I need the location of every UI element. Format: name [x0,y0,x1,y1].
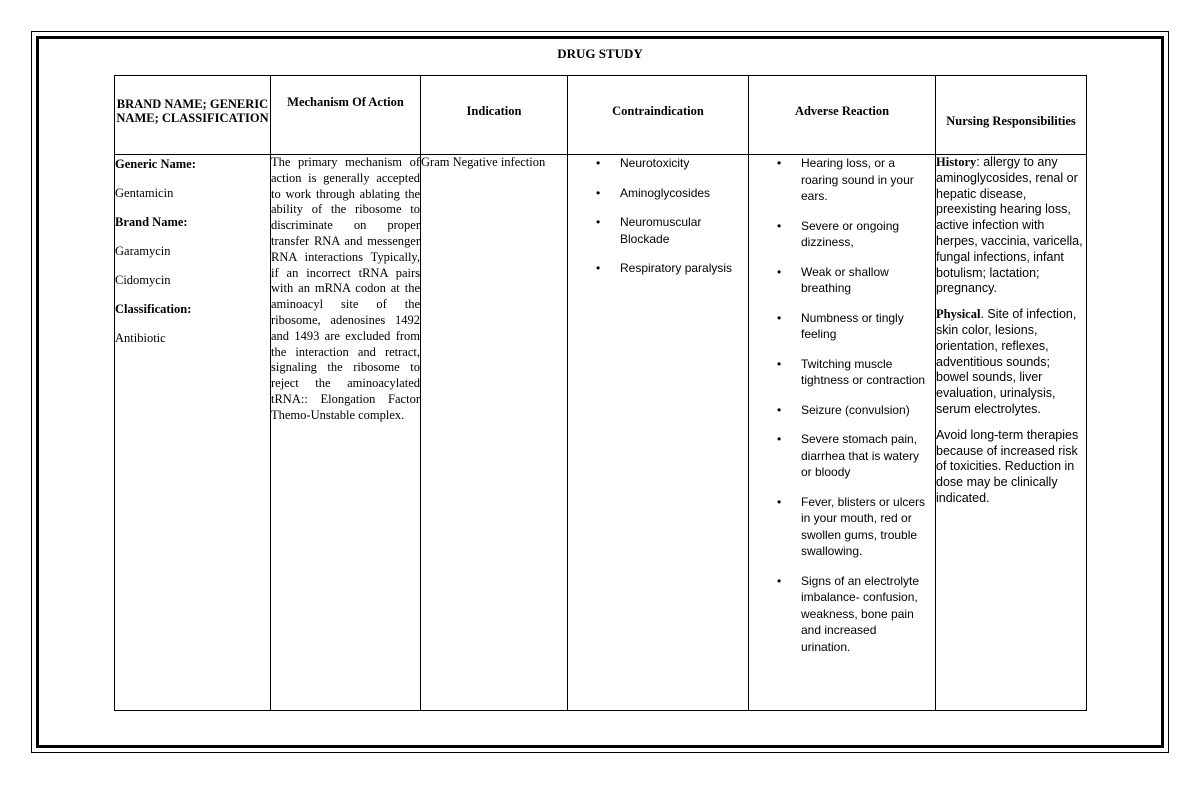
adverse-reaction-item [749,310,935,343]
adverse-reaction-list [749,155,935,655]
drug-row [115,155,1087,711]
avoid-paragraph: Avoid long-term therapies because of increased risk of toxicities. Reduction in dose may be clinically indicated. [936,427,1079,505]
document-title: DRUG STUDY [557,46,643,61]
adverse-reaction-item [749,402,935,419]
bullet-icon: • [596,156,601,170]
adverse-reaction-item [749,155,935,205]
contraindication-item-text: Respiratory paralysis [620,261,733,275]
header-adverse-reaction: Adverse Reaction [749,76,936,155]
bullet-icon: • [596,185,601,200]
adverse-reaction-item-text: Numbness or tingly feeling [801,310,904,341]
generic-name-value: Gentamicin [115,186,174,200]
physical-paragraph [936,307,1086,418]
header-nursing-responsibilities: Nursing Responsibilities [936,76,1087,155]
physical-label: Physical [936,307,981,322]
adverse-reaction-item-text: Hearing loss, or a roaring sound in your ears. [801,156,914,203]
history-paragraph [936,155,1086,297]
header-contraindication: Contraindication [568,76,749,155]
header-row [115,76,1087,155]
physical-text: . Site of infection, skin color, lesions, orientation, reflexes, adventitious sounds; bowel sounds, liver evaluation, urinalysis, serum electrolytes. [936,307,1077,416]
header-mechanism: Mechanism Of Action [271,76,421,155]
contraindication-item [568,214,748,247]
adverse-reaction-item-text: Severe stomach pain, diarrhea that is watery or bloody [801,432,920,479]
header-indication: Indication [421,76,568,155]
bullet-icon: • [777,402,782,417]
classification-label: Classification: [115,302,192,316]
bullet-icon: • [777,573,782,588]
indication-cell: Gram Negative infection [421,155,568,711]
contraindication-item-text: Aminoglycosides [620,185,711,200]
adverse-reaction-item [749,356,935,389]
bullet-icon: • [596,261,601,275]
history-text: : allergy to any aminoglycosides, renal or hepatic disease, preexisting hearing loss, active infection with herpes, vaccinia, varicella, fungal infections, infant botulism; lactation; pregnancy. [936,155,1083,296]
brand-name-value: Cidomycin [115,273,171,287]
bullet-icon: • [777,356,782,371]
adverse-reaction-item-text: Fever, blisters or ulcers in your mouth, red or swollen gums, trouble swallowing. [801,494,926,558]
contraindication-list [568,155,748,277]
contraindication-item-text: Neurotoxicity [620,156,690,170]
bullet-icon: • [596,215,601,229]
drug-names-cell [115,155,271,711]
drug-study-table [114,75,1087,711]
adverse-reaction-item-text: Severe or ongoing dizziness, [801,218,900,249]
contraindication-item [568,185,748,202]
bullet-icon: • [777,156,782,170]
nursing-responsibilities-cell [936,155,1087,711]
contraindication-item-text: Neuromuscular Blockade [620,215,702,246]
bullet-icon: • [777,432,782,446]
brand-name-value: Garamycin [115,244,171,258]
adverse-reaction-item-text: Weak or shallow breathing [801,264,889,295]
brand-name-label: Brand Name: [115,215,188,229]
header-brand: BRAND NAME; GENERIC NAME; CLASSIFICATION [115,76,271,155]
contraindication-item [568,260,748,277]
contraindication-cell [568,155,749,711]
adverse-reaction-item [749,573,935,656]
bullet-icon: • [777,264,782,279]
adverse-reaction-item [749,218,935,251]
contraindication-item [568,155,748,172]
adverse-reaction-item-text: Signs of an electrolyte imbalance- confusion, weakness, bone pain and increased urination. [801,573,920,654]
bullet-icon: • [777,494,782,509]
adverse-reaction-item [749,431,935,481]
history-label: History [936,155,977,169]
adverse-reaction-cell [749,155,936,711]
bullet-icon: • [777,218,782,233]
adverse-reaction-item-text: Seizure (convulsion) [801,402,910,417]
adverse-reaction-item [749,494,935,560]
classification-value: Antibiotic [115,331,166,345]
adverse-reaction-item [749,264,935,297]
generic-name-label: Generic Name: [115,157,196,171]
adverse-reaction-item-text: Twitching muscle tightness or contraction [801,356,926,387]
bullet-icon: • [777,310,782,325]
mechanism-of-action-cell: The primary mechanism of action is generally accepted to work through ablating the ability of the ribosome to discriminate on proper transfer RNA and messenger RNA interactions Typically, if an incorrect tRNA pairs with an mRNA codon at the aminoacyl site of the ribosome, adenosines 1492 and 1493 are excluded from the interaction and retract, signaling the ribosome to reject the aminoacylated tRNA:: Elongation Factor Themo-Unstable complex. [271,155,421,711]
